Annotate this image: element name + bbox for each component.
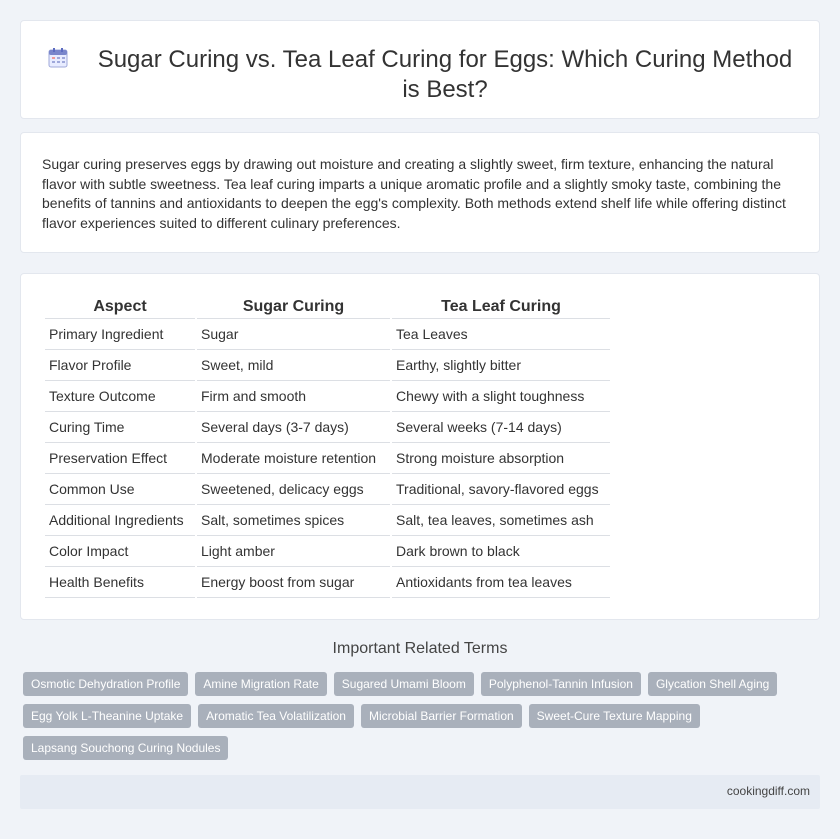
table-cell: Color Impact xyxy=(45,536,195,567)
table-cell: Firm and smooth xyxy=(197,381,390,412)
table-cell: Several days (3-7 days) xyxy=(197,412,390,443)
related-term-tag[interactable]: Polyphenol-Tannin Infusion xyxy=(481,672,641,696)
table-cell: Earthy, slightly bitter xyxy=(392,350,610,381)
table-cell: Preservation Effect xyxy=(45,443,195,474)
table-cell: Salt, tea leaves, sometimes ash xyxy=(392,505,610,536)
column-header: Sugar Curing xyxy=(197,296,390,319)
column-header: Tea Leaf Curing xyxy=(392,296,610,319)
table-cell: Antioxidants from tea leaves xyxy=(392,567,610,598)
tag-row xyxy=(23,704,803,728)
table-cell: Light amber xyxy=(197,536,390,567)
table-cell: Sweetened, delicacy eggs xyxy=(197,474,390,505)
related-term-tag[interactable]: Sweet-Cure Texture Mapping xyxy=(529,704,700,728)
related-term-tag[interactable]: Lapsang Souchong Curing Nodules xyxy=(23,736,228,760)
related-terms-tags xyxy=(23,672,803,768)
tag-row xyxy=(23,672,803,696)
table-row xyxy=(45,319,610,350)
intro-text: Sugar curing preserves eggs by drawing out moisture and creating a slightly sweet, firm texture, enhancing the natural flavor with subtle sweetness. Tea leaf curing imparts a unique aromatic profile and a slightly smoky taste, combining the benefits of tannins and antioxidants to deepen the egg's complexity. Both methods extend shelf life while offering distinct flavor experiences suited to different culinary preferences. xyxy=(42,156,786,231)
footer xyxy=(20,775,820,809)
related-term-tag[interactable]: Amine Migration Rate xyxy=(195,672,326,696)
related-term-tag[interactable]: Egg Yolk L-Theanine Uptake xyxy=(23,704,191,728)
table-row xyxy=(45,381,610,412)
related-term-tag[interactable]: Glycation Shell Aging xyxy=(648,672,777,696)
table-row xyxy=(45,567,610,598)
table-header-row xyxy=(45,296,610,319)
table-cell: Moderate moisture retention xyxy=(197,443,390,474)
table-cell: Sweet, mild xyxy=(197,350,390,381)
tag-row xyxy=(23,736,803,760)
table-cell: Sugar xyxy=(197,319,390,350)
table-cell: Strong moisture absorption xyxy=(392,443,610,474)
table-cell: Texture Outcome xyxy=(45,381,195,412)
table-cell: Chewy with a slight toughness xyxy=(392,381,610,412)
title-card xyxy=(20,20,820,119)
related-term-tag[interactable]: Sugared Umami Bloom xyxy=(334,672,474,696)
table-body xyxy=(45,319,610,598)
table-cell: Curing Time xyxy=(45,412,195,443)
table-cell: Salt, sometimes spices xyxy=(197,505,390,536)
comparison-table xyxy=(43,296,612,598)
table-cell: Common Use xyxy=(45,474,195,505)
table-row xyxy=(45,412,610,443)
table-cell: Energy boost from sugar xyxy=(197,567,390,598)
table-cell: Tea Leaves xyxy=(392,319,610,350)
table-row xyxy=(45,443,610,474)
table-cell: Additional Ingredients xyxy=(45,505,195,536)
footer-site[interactable]: cookingdiff.com xyxy=(726,784,810,798)
table-cell: Primary Ingredient xyxy=(45,319,195,350)
related-term-tag[interactable]: Microbial Barrier Formation xyxy=(361,704,522,728)
related-term-tag[interactable]: Aromatic Tea Volatilization xyxy=(198,704,354,728)
related-terms-title: Important Related Terms xyxy=(332,640,508,657)
column-header: Aspect xyxy=(45,296,195,319)
table-cell: Health Benefits xyxy=(45,567,195,598)
page-title: Sugar Curing vs. Tea Leaf Curing for Eggs: Which Curing Method is Best? xyxy=(97,46,793,103)
comparison-card xyxy=(20,273,820,620)
intro-card xyxy=(20,132,820,253)
related-term-tag[interactable]: Osmotic Dehydration Profile xyxy=(23,672,188,696)
table-row xyxy=(45,350,610,381)
table-cell: Dark brown to black xyxy=(392,536,610,567)
table-cell: Traditional, savory-flavored eggs xyxy=(392,474,610,505)
table-row xyxy=(45,536,610,567)
table-row xyxy=(45,474,610,505)
table-cell: Flavor Profile xyxy=(45,350,195,381)
table-row xyxy=(45,505,610,536)
table-cell: Several weeks (7-14 days) xyxy=(392,412,610,443)
